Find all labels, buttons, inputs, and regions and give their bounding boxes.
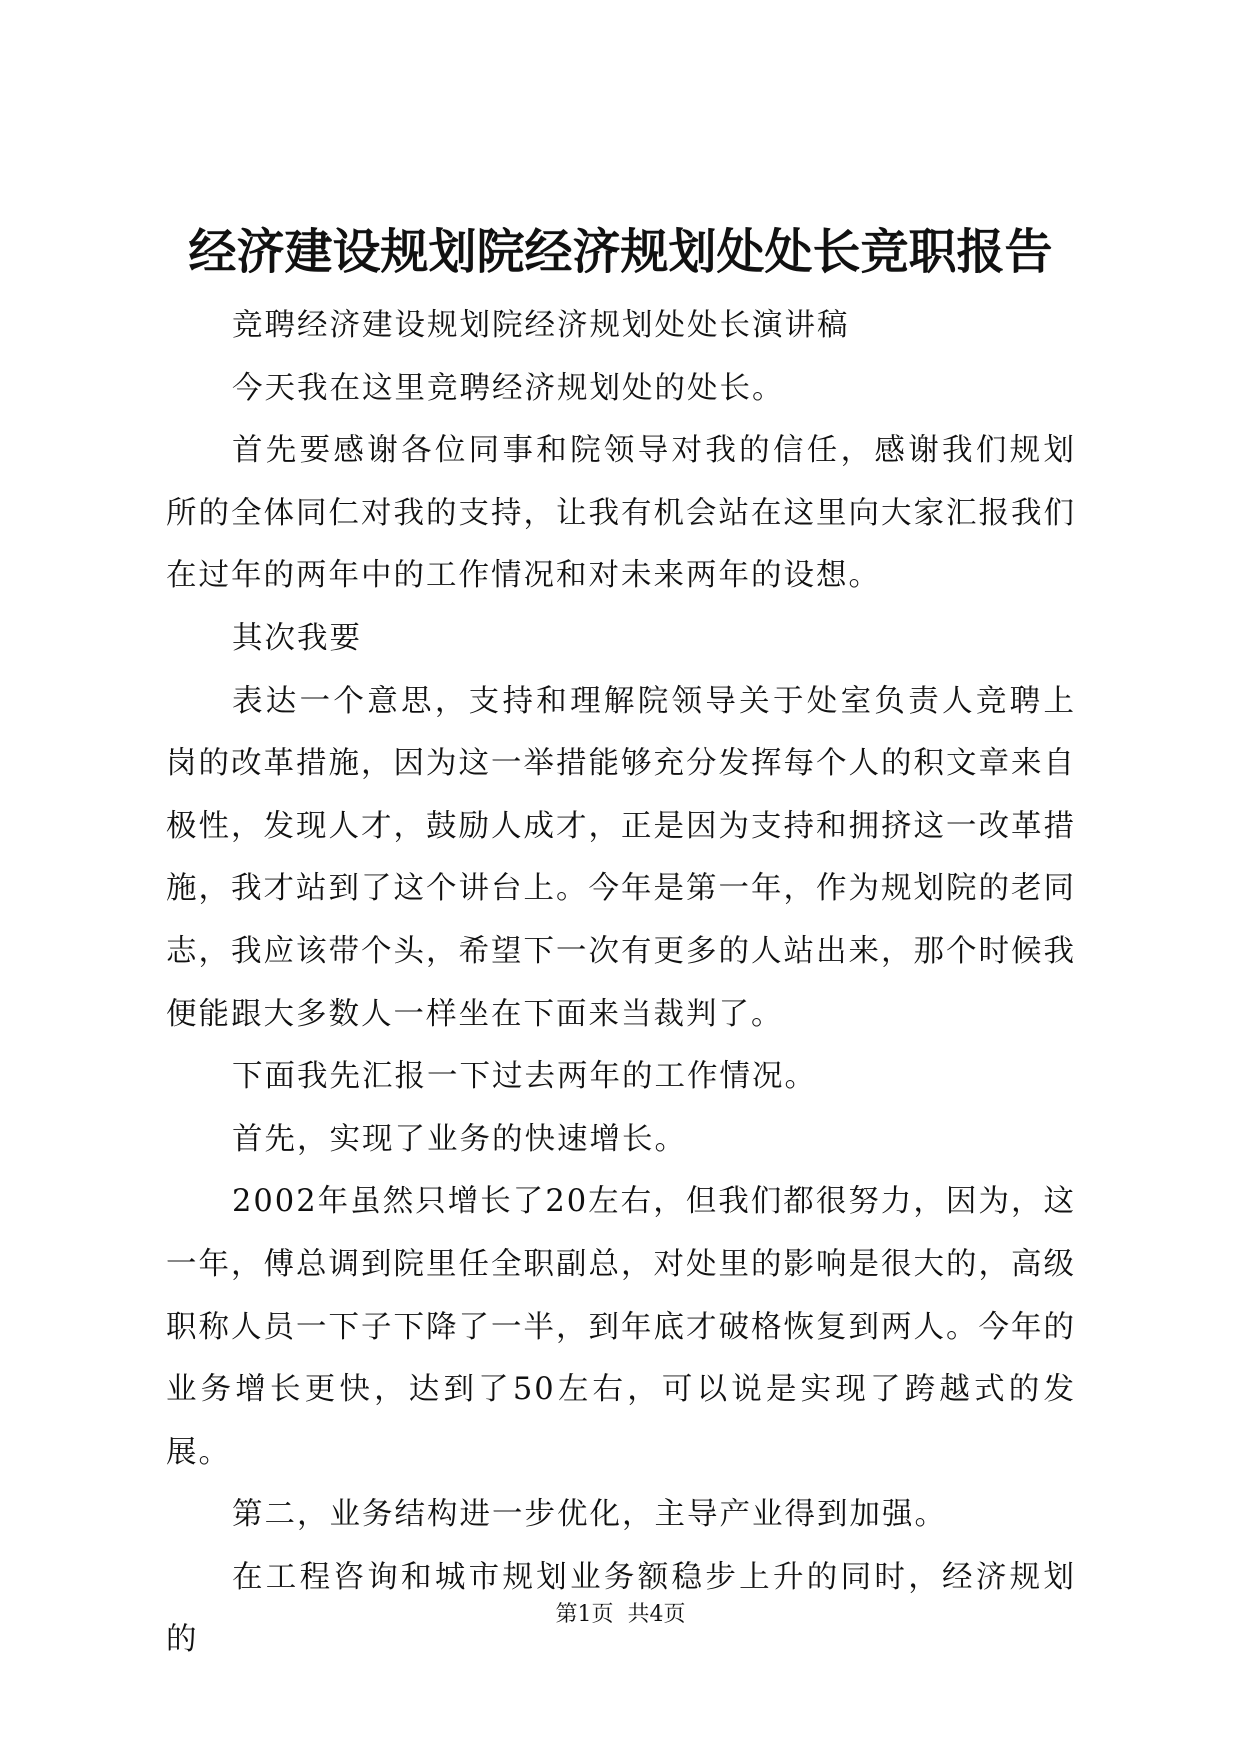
paragraph: 其次我要: [232, 620, 362, 656]
paragraph: 第二，业务结构进一步优化，主导产业得到加强。: [232, 1497, 947, 1533]
paragraph: 2002年虽然只增长了20左右，但我们都很努力，因为，这一年，傅总调到院里任全职副总，对处里的影响是很大的，高级职称人员一下子下降了一半，到年底才破格恢复到两人。今年的业务增长更快，达到了50左右，可以说是实现了跨越式的发展。: [166, 1184, 1076, 1470]
paragraph: 今天我在这里竞聘经济规划处的处长。: [232, 370, 785, 406]
page-footer: [0, 1600, 1241, 1630]
paragraph: 首先要感谢各位同事和院领导对我的信任，感谢我们规划所的全体同仁对我的支持，让我有机会站在这里向大家汇报我们在过年的两年中的工作情况和对未来两年的设想。: [166, 433, 1076, 594]
paragraph: 表达一个意思，支持和理解院领导关于处室负责人竞聘上岗的改革措施，因为这一举措能够充分发挥每个人的积文章来自极性，发现人才，鼓励人成才，正是因为支持和拥挤这一改革措施，我才站到了这个讲台上。今年是第一年，作为规划院的老同志，我应该带个头，希望下一次有更多的人站出来，那个时候我便能跟大多数人一样坐在下面来当裁判了。: [166, 683, 1076, 1032]
document-title: 经济建设规划院经济规划处处长竞职报告: [188, 224, 1053, 280]
document-body: [166, 295, 1076, 1672]
paragraph: 在工程咨询和城市规划业务额稳步上升的同时，经济规划的: [166, 1559, 1076, 1658]
page-total: 共4页: [627, 1602, 686, 1627]
page-number: 第1页: [555, 1602, 614, 1627]
paragraph: 首先，实现了业务的快速增长。: [232, 1121, 687, 1157]
paragraph: 竞聘经济建设规划院经济规划处处长演讲稿: [232, 308, 850, 343]
paragraph: 下面我先汇报一下过去两年的工作情况。: [232, 1059, 817, 1095]
